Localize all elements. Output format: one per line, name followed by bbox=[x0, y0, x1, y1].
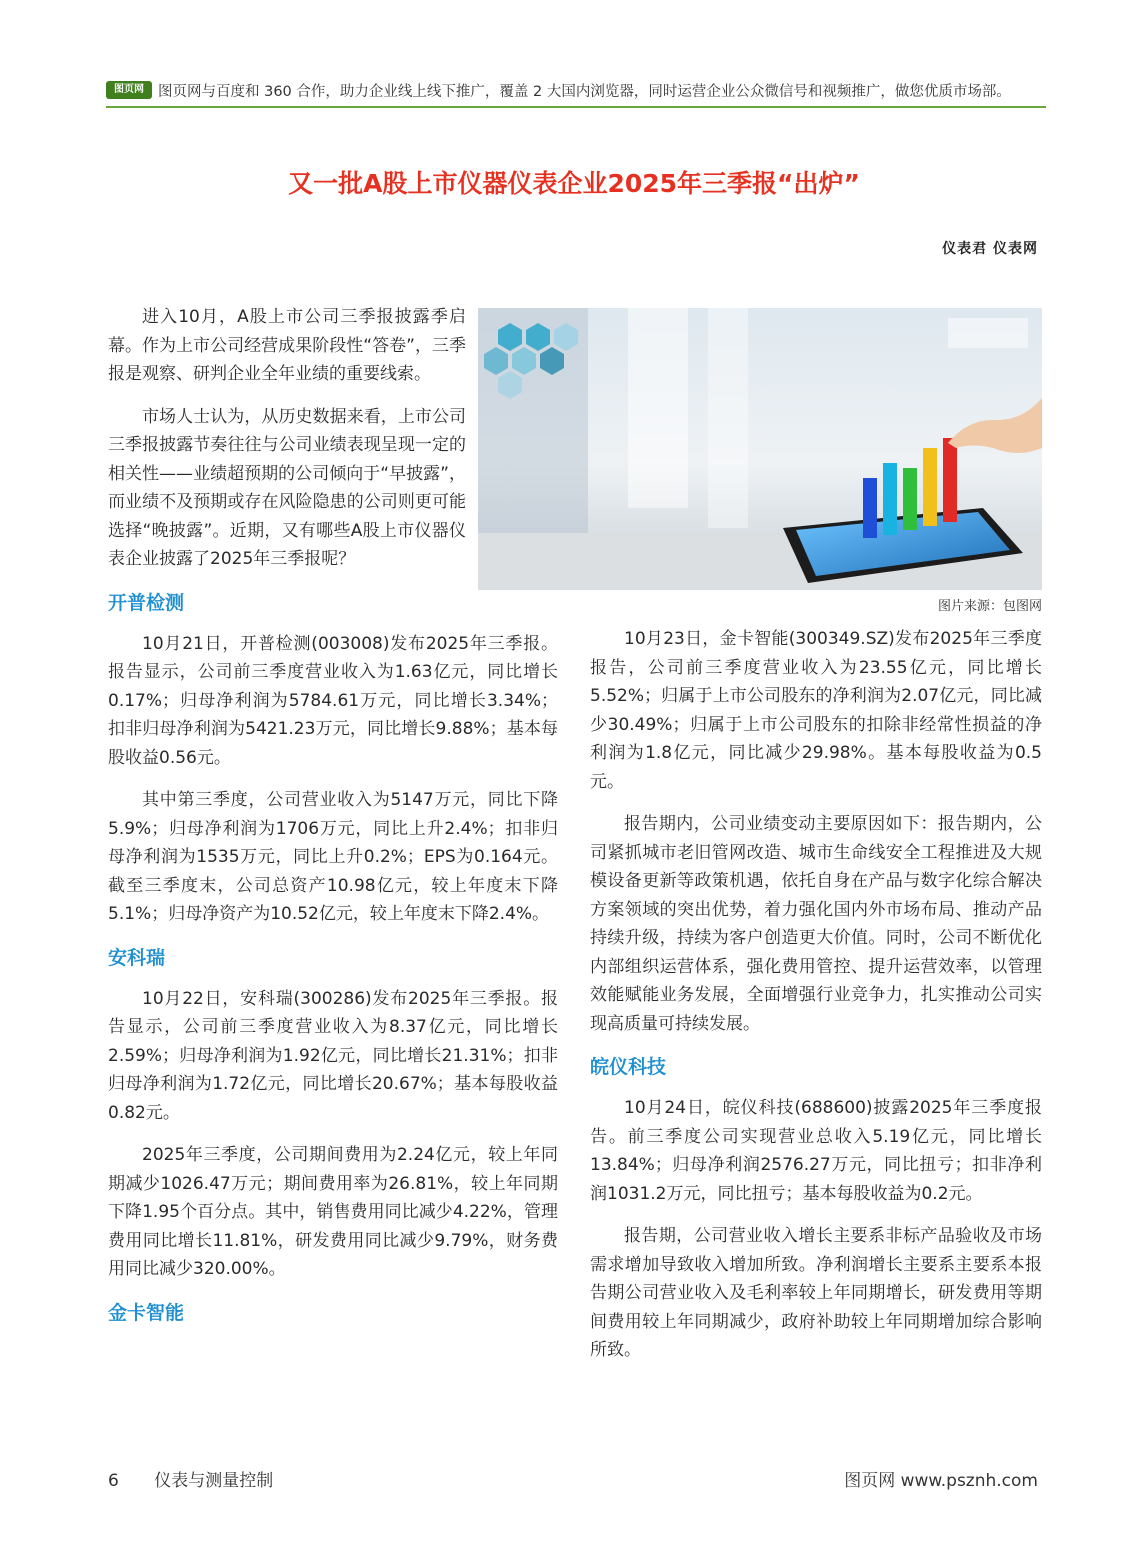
intro-paragraph-2: 市场人士认为，从历史数据来看，上市公司三季报披露节奏往往与公司业绩表现呈现一定的相关性——业绩超预期的公司倾向于“早披露”，而业绩不及预期或存在风险隐患的公司则更可能选择“晚披露”。近期，又有哪些A股上市仪器仪表企业披露了2025年三季报呢？ bbox=[108, 406, 466, 569]
page-footer-left bbox=[108, 1466, 273, 1491]
image-caption: 图片来源：包图网 bbox=[937, 599, 1042, 614]
intro-paragraph-1: 进入10月，A股上市公司三季报披露季启幕。作为上市公司经营成果阶段性“答卷”，三季报是观察、研判企业全年业绩的重要线索。 bbox=[108, 307, 466, 384]
left-column bbox=[108, 303, 558, 1340]
tablet-chart-illustration bbox=[478, 308, 1042, 590]
ankerui-paragraph-1: 10月22日，安科瑞(300286)发布2025年三季报。报告显示，公司前三季度营业收入为8.37亿元，同比增长2.59%；归母净利润为1.92亿元，同比增长21.31%；扣非归母净利润为1.72亿元，同比增长20.67%；基本每股收益0.82元。 bbox=[108, 988, 558, 1123]
article-byline: 仪表君 仪表网 bbox=[942, 241, 1038, 257]
wanyi-paragraph-1: 10月24日，皖仪科技(688600)披露2025年三季度报告。前三季度公司实现营业总收入5.19亿元，同比增长13.84%；归母净利润2576.27万元，同比扭亏；扣非净利润1031.2万元，同比扭亏；基本每股收益为0.2元。 bbox=[590, 1098, 1042, 1204]
jinka-paragraph-2: 报告期内，公司业绩变动主要原因如下：报告期内，公司紧抓城市老旧管网改造、城市生命线安全工程推进及大规模设备更新等政策机遇，依托自身在产品与数字化综合解决方案领域的突出优势，着力强化国内外市场布局、推动产品持续升级，持续为客户创造更大价值。同时，公司不断优化内部组织运营体系，强化费用管控、提升运营效率，以管理效能赋能业务发展，全面增强行业竞争力，扎实推动公司实现高质量可持续发展。 bbox=[590, 814, 1042, 1034]
ankerui-paragraph-2: 2025年三季度，公司期间费用为2.24亿元，较上年同期减少1026.47万元；期间费用率为26.81%，较上年同期下降1.95个百分点。其中，销售费用同比减少4.22%，管理费用同比增长11.81%，研发费用同比减少9.79%，财务费用同比减少320.00%。 bbox=[108, 1145, 558, 1279]
page-number: 6 bbox=[108, 1471, 119, 1491]
wanyi-paragraph-2: 报告期，公司营业收入增长主要系非标产品验收及市场需求增加导致收入增加所致。净利润增长主要系主要系本报告期公司营业收入及毛利率较上年同期增长，研发费用等期间费用较上年同期减少，政府补助较上年同期增加综合影响所致。 bbox=[590, 1226, 1042, 1360]
kaipu-paragraph-1: 10月21日，开普检测(003008)发布2025年三季报。报告显示，公司前三季度营业收入为1.63亿元，同比增长0.17%；归母净利润为5784.61万元，同比增长3.34%；扣非归母净利润为5421.23万元，同比增长9.88%；基本每股收益0.56元。 bbox=[108, 633, 558, 768]
footer-site: 图页网 www.psznh.com bbox=[844, 1471, 1038, 1491]
right-column bbox=[590, 625, 1042, 1379]
section-heading-ankerui: 安科瑞 bbox=[108, 946, 166, 969]
header-banner-text: 图页网与百度和 360 合作，助力企业线上线下推广，覆盖 2 大国内浏览器，同时运营企业公众微信号和视频推广，做您优质市场部。 bbox=[158, 84, 1011, 100]
kaipu-paragraph-2: 其中第三季度，公司营业收入为5147万元，同比下降5.9%；归母净利润为1706万元，同比上升2.4%；扣非归母净利润为1535万元，同比上升0.2%；EPS为0.164元。截至三季度末，公司总资产10.98亿元，较上年度末下降5.1%；归母净资产为10.52亿元，较上年度末下降2.4%。 bbox=[108, 790, 558, 924]
section-heading-kaipu: 开普检测 bbox=[108, 591, 185, 614]
article-photo bbox=[478, 308, 1042, 590]
section-heading-jinka: 金卡智能 bbox=[108, 1301, 185, 1324]
article-title: 又一批A股上市仪器仪表企业2025年三季报“出炉” bbox=[288, 169, 860, 198]
jinka-paragraph-1: 10月23日，金卡智能(300349.SZ)发布2025年三季度报告，公司前三季度营业收入为23.55亿元，同比增长5.52%；归属于上市公司股东的净利润为2.07亿元，同比减少30.49%；归属于上市公司股东的扣除非经常性损益的净利润为1.8亿元，同比减少29.98%。基本每股收益为0.5元。 bbox=[590, 629, 1042, 792]
site-logo: 图页网 bbox=[106, 81, 152, 99]
section-heading-wanyi: 皖仪科技 bbox=[590, 1056, 667, 1078]
publication-name: 仪表与测量控制 bbox=[154, 1471, 274, 1491]
page-header bbox=[106, 78, 1046, 108]
